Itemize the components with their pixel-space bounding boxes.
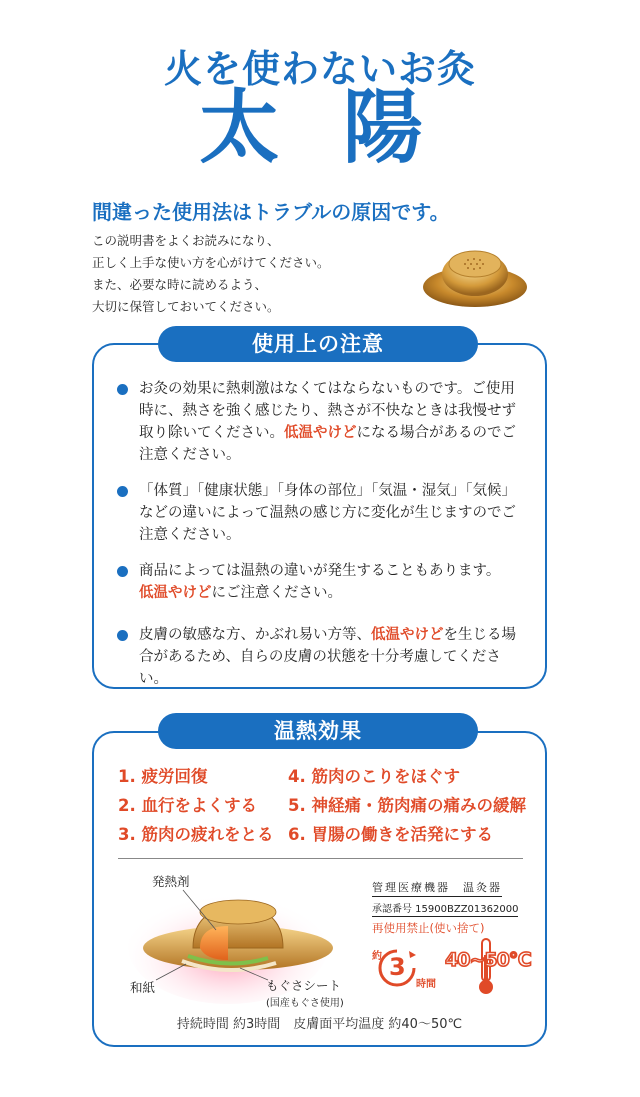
- intro-line: 正しく上手な使い方を心がけてください。: [92, 255, 330, 270]
- intro-line: また、必要な時に読めるよう、: [92, 277, 268, 292]
- product-title: 太 陽: [199, 81, 441, 174]
- caution-text: 商品によっては温熱の違いが発生することもあります。: [139, 563, 501, 579]
- cautions-list: [115, 378, 527, 690]
- bullet-icon: [117, 630, 128, 641]
- effect-item: 4. 筋肉のこりをほぐす: [288, 767, 460, 786]
- caution-item: [115, 480, 527, 546]
- caution-text: になる場合があるのでご注意ください。: [139, 425, 516, 463]
- effects-list: [118, 765, 538, 846]
- approval-number: 承認番号 15900BZZ01362000: [372, 900, 518, 917]
- moxa-product-image: [420, 232, 530, 312]
- caution-text: 「体質」「健康状態」「身体の部位」「気温・湿気」「気候」などの違いによって温熱の感じ方に変化が生じますのでご注意ください。: [139, 483, 516, 543]
- bullet-icon: [117, 566, 128, 577]
- bullet-icon: [117, 384, 128, 395]
- effect-item: 1. 疲労回復: [118, 767, 208, 786]
- caution-item: [115, 378, 527, 466]
- timer-prefix: 約: [372, 951, 382, 962]
- label-heat-agent: 発熱剤: [152, 874, 190, 889]
- label-moxa-sheet: もぐさシート: [266, 978, 342, 993]
- caution-highlight: 低温やけど: [139, 585, 212, 601]
- intro-text: [92, 230, 412, 318]
- intro-line: 大切に保管しておいてください。: [92, 299, 280, 314]
- caution-text: お灸の効果に熱刺激はなくてはならないものです。ご使用時に、熱さを強く感じたり、熱さが不快なときは我慢せず取り除いてください。: [139, 381, 516, 441]
- footer-specs: 持続時間 約3時間 皮膚面平均温度 約40〜50℃: [176, 1017, 463, 1032]
- intro-line: この説明書をよくお読みになり、: [92, 233, 280, 248]
- product-diagram: [118, 868, 368, 1008]
- timer-hours: 3: [389, 953, 406, 981]
- effect-item: 5. 神経痛・筋肉痛の痛みの緩解: [288, 796, 526, 815]
- temperature-badge: [445, 937, 535, 997]
- spec-block: [372, 876, 532, 936]
- effect-item: 2. 血行をよくする: [118, 796, 257, 815]
- effects-label: 温熱効果: [158, 713, 478, 749]
- timer-unit: 時間: [416, 979, 436, 990]
- caution-text: にご注意ください。: [211, 585, 342, 601]
- caution-highlight: 低温やけど: [371, 627, 444, 643]
- label-moxa-sheet-note: (国産もぐさ使用): [266, 998, 344, 1009]
- caution-item: [115, 624, 527, 690]
- duration-badge: [372, 943, 442, 993]
- device-category: 管理医療機器 温灸器: [372, 879, 502, 897]
- warning-title: 間違った使用法はトラブルの原因です。: [92, 200, 450, 224]
- product-subtitle: 火を使わないお灸: [163, 47, 476, 91]
- divider: [118, 858, 523, 859]
- caution-highlight: 低温やけど: [284, 425, 357, 441]
- label-washi-paper: 和紙: [130, 980, 156, 995]
- effect-item: 6. 胃腸の働きを活発にする: [288, 825, 493, 844]
- temperature-range: 40~50℃: [445, 949, 531, 971]
- caution-text: を生じる場合があるため、自らの皮膚の状態を十分考慮してください。: [139, 627, 516, 687]
- caution-text: 皮膚の敏感な方、かぶれ易い方等、: [139, 627, 371, 643]
- effect-item: 3. 筋肉の疲れをとる: [118, 825, 274, 844]
- caution-item: [115, 560, 527, 604]
- cautions-label: 使用上の注意: [158, 326, 478, 362]
- bullet-icon: [117, 486, 128, 497]
- single-use-notice: 再使用禁止(使い捨て): [372, 921, 485, 935]
